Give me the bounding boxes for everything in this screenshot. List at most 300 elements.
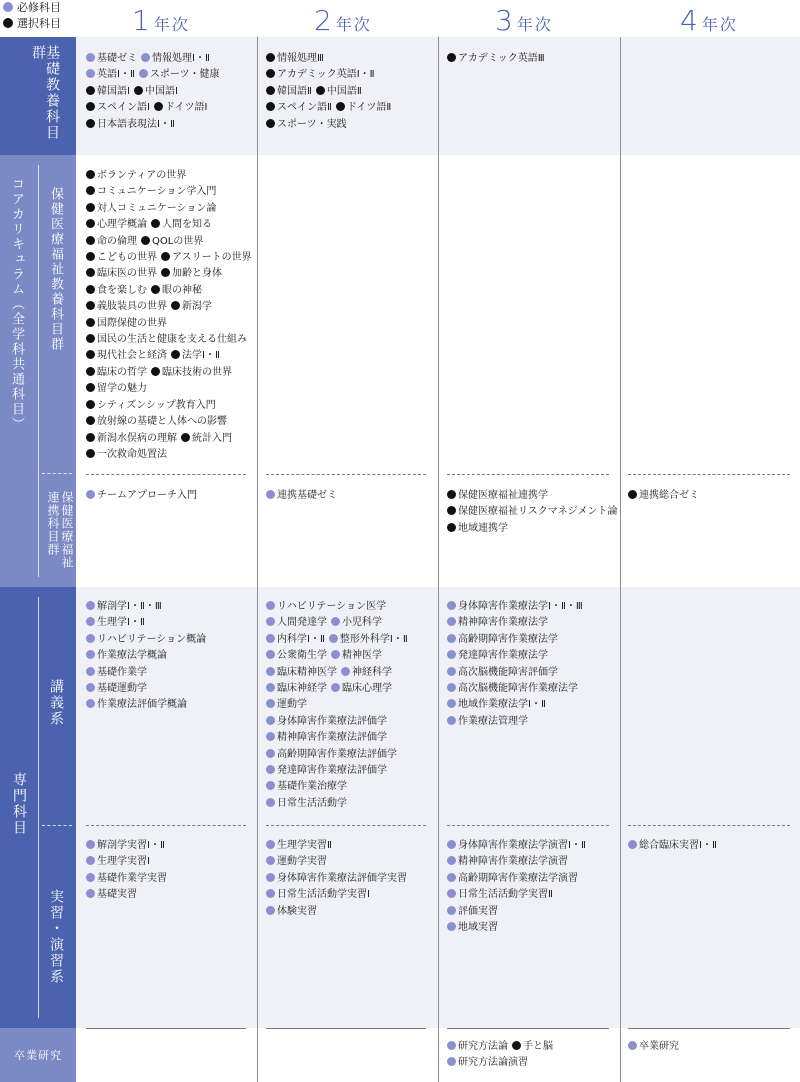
sotsugyo-label-cell [0,1028,76,1082]
course-name: 総合臨床実習Ⅰ・Ⅱ [639,840,717,851]
course-line [266,488,337,504]
required-dot-icon [266,617,275,626]
course-name: 臨床技術の世界 [162,366,232,378]
required-dot-icon [266,840,275,849]
elective-dot-icon [266,69,275,78]
col-line-1 [257,37,258,1082]
course-name: 対人コミュニケーション論 [97,202,217,214]
course-line [447,871,586,887]
elective-dot-icon [266,102,275,111]
course-line [628,838,717,854]
course-line [86,201,252,217]
divider-sotsugyo-1 [86,1028,246,1029]
course-line [266,648,408,664]
course-name: 基礎作業治療学 [277,781,347,793]
course-name: 運動学実習 [277,856,327,868]
elective-dot-icon [86,318,95,327]
hoken-kyoyo-label: 保健医療福祉教養科目群 [48,187,63,352]
course-name: 生理学Ⅰ・Ⅱ [97,617,145,629]
course-line [266,697,408,713]
course-line [266,681,408,697]
year-header-2: 2 年次 [314,4,372,37]
course-name: 基礎作業学実習 [97,872,167,884]
required-dot-icon [86,601,95,610]
course-name: 眼の神秘 [162,284,202,296]
course-name: 臨床心理学 [342,683,392,695]
elective-dot-icon [266,86,275,95]
course-line [266,887,407,903]
course-name: 精神障害作業療法学演習 [458,856,568,868]
elective-dot-icon [171,301,180,310]
required-dot-icon [447,1041,456,1050]
course-line [447,665,583,681]
required-dot-icon [266,889,275,898]
cell-jisshu-year1 [86,838,167,904]
course-name: 高次脳機能障害作業療法学 [458,683,578,695]
course-name: 臨床精神医学 [277,666,337,678]
cell-hoken-kyoyo-year1 [86,168,252,463]
required-dot-icon [86,889,95,898]
legend-required: 必修科目 [3,0,61,16]
required-dot-icon [86,667,95,676]
course-line [86,250,252,266]
course-name: 精神障害作業療法評価学 [277,732,387,744]
course-line [266,117,391,133]
required-dot-icon [266,716,275,725]
course-line [86,67,219,83]
course-name: アカデミック英語Ⅰ・Ⅱ [277,69,375,81]
year-header-3: 3 年次 [495,4,553,37]
course-name: 中国語Ⅱ [326,85,362,97]
course-name: 臨床医の世界 [97,268,157,280]
course-line [86,332,252,348]
course-line [86,414,252,430]
course-name: 臨床の哲学 [97,366,147,378]
elective-dot-icon [86,416,95,425]
course-line [447,920,586,936]
course-name: 地域連携学 [458,522,508,534]
course-name: 日常生活活動学実習Ⅱ [458,889,553,901]
required-dot-icon [447,716,456,725]
cell-hoken-renkei-year2 [266,488,337,504]
cell-sotsugyo-year3 [447,1039,553,1072]
required-dot-icon [447,634,456,643]
course-name: 作業療法学概論 [97,650,167,662]
course-line [86,632,206,648]
required-dot-icon [139,69,148,78]
elective-dot-icon [86,400,95,409]
elective-dot-icon [161,268,170,277]
course-line [447,854,586,870]
required-dot-icon [447,906,456,915]
elective-dot-icon [336,102,345,111]
course-line [86,184,252,200]
required-dot-icon [331,650,340,659]
course-line [86,488,197,504]
course-line [628,488,699,504]
course-name: 神経科学 [352,666,392,678]
course-name: 情報処理Ⅲ [277,53,324,64]
course-line [86,217,252,233]
required-dot-icon [628,840,637,849]
course-name: 内科学Ⅰ・Ⅱ [277,633,325,645]
divider-sotsugyo-4 [628,1028,790,1029]
course-name: 現代社会と経済 [97,350,167,362]
course-line [266,747,408,763]
senmon-label: 専門科目 [11,772,27,836]
course-name: 韓国語Ⅰ [97,85,130,97]
course-name: 地域作業療法学Ⅰ・Ⅱ [458,699,546,711]
course-line [86,681,206,697]
course-line [86,234,252,250]
required-dot-icon [447,601,456,610]
course-line [266,84,391,100]
course-line [86,447,252,463]
course-name: 整形外科学Ⅰ・Ⅱ [339,633,408,645]
course-name: 小児科学 [342,617,382,629]
elective-dot-icon [86,86,95,95]
course-name: 英語Ⅰ・Ⅱ [97,69,135,81]
required-dot-icon [628,1041,637,1050]
course-line [86,431,252,447]
course-name: 基礎ゼミ [97,53,137,64]
course-line [266,838,407,854]
elective-dot-icon [316,86,325,95]
course-name: 解剖学実習Ⅰ・Ⅱ [97,840,165,851]
course-name: コミュニケーション学入門 [97,186,217,198]
course-line [447,887,586,903]
course-name: 新潟学 [182,301,212,313]
cell-kogi-year3 [447,599,583,730]
course-name: スペイン語Ⅱ [277,102,332,114]
course-name: 日常生活活動学実習Ⅰ [277,889,370,901]
course-name: ドイツ語Ⅱ [346,102,392,114]
divider-jisshu-4 [628,825,790,826]
hoken-renkei-label: 保健医療福祉連携科目群 [46,491,74,569]
course-name: 高次脳機能障害評価学 [458,666,558,678]
course-name: 評価実習 [458,905,498,917]
required-dot-icon [266,634,275,643]
elective-dot-icon [154,102,163,111]
required-dot-icon [447,699,456,708]
divider-renkei-3 [447,474,609,475]
required-dot-icon [447,856,456,865]
course-line [86,316,252,332]
cell-kiso-year3 [447,51,545,67]
course-name: 高齢期障害作業療法学 [458,633,558,645]
course-line [266,615,408,631]
course-line [266,714,408,730]
divider-sotsugyo-3 [447,1028,609,1029]
required-dot-icon [331,683,340,692]
elective-dot-icon [161,252,170,261]
senmon-sub-divider [42,825,72,826]
required-dot-icon [86,617,95,626]
course-line [86,665,206,681]
core-sub-divider [42,473,72,474]
elective-dot-icon [447,506,456,515]
course-name: 情報処理Ⅰ・Ⅱ [152,53,210,64]
course-line [86,854,167,870]
course-name: スペイン語Ⅰ [97,102,150,114]
course-line [447,904,586,920]
divider-jisshu-3 [447,825,609,826]
year-header-1: 1 年次 [132,4,190,37]
course-name: 韓国語Ⅱ [277,85,312,97]
elective-dot-icon [86,252,95,261]
course-line [266,854,407,870]
course-name: 保健医療福祉連携学 [458,490,548,501]
cell-jisshu-year3 [447,838,586,936]
required-dot-icon [86,683,95,692]
course-name: 中国語Ⅰ [144,85,178,97]
required-dot-icon [86,840,95,849]
course-line [86,398,252,414]
elective-dot-icon [86,186,95,195]
elective-dot-icon [86,433,95,442]
course-line [86,871,167,887]
legend-elective: 選択科目 [3,16,61,32]
course-name: 身体障害作業療法学Ⅰ・Ⅱ・Ⅲ [458,601,583,612]
course-name: 生理学実習Ⅱ [277,840,332,851]
course-line [86,697,206,713]
course-name: 人間発達学 [277,617,327,629]
required-dot-icon [447,667,456,676]
course-line [447,488,618,504]
divider-renkei-1 [86,474,246,475]
course-name: アカデミック英語Ⅲ [458,53,545,64]
elective-dot-icon [86,102,95,111]
course-line [266,730,408,746]
course-line [86,599,206,615]
course-line [447,521,618,537]
course-name: 統計入門 [192,432,232,444]
course-name: 運動学 [277,699,307,711]
required-dot-icon [266,490,275,499]
cell-kogi-year1 [86,599,206,714]
course-name: 研究方法論 [458,1041,508,1052]
course-line [86,365,252,381]
course-line [447,681,583,697]
required-dot-icon [266,798,275,807]
required-dot-icon [447,617,456,626]
course-name: 体験実習 [277,905,317,917]
kogi-label: 講義系 [48,679,64,727]
course-name: 手と脳 [523,1041,553,1052]
core-label-cell [0,155,76,587]
course-line [266,599,408,615]
course-line [447,51,545,67]
course-name: 臨床神経学 [277,683,327,695]
course-name: 公衆衛生学 [277,650,327,662]
elective-dot-icon [86,236,95,245]
course-name: 国民の生活と健康を支える仕組み [97,334,247,346]
course-line [86,381,252,397]
course-name: 連携基礎ゼミ [277,490,337,501]
course-line [86,648,206,664]
course-name: ドイツ語Ⅰ [164,102,208,114]
elective-dot-icon [86,301,95,310]
course-line [266,904,407,920]
required-dot-icon [86,634,95,643]
course-line [86,348,252,364]
kiso-label-cell [0,37,76,155]
required-dot-icon [266,667,275,676]
elective-dot-icon [86,449,95,458]
divider-jisshu-1 [86,825,246,826]
course-line [86,100,219,116]
course-line [266,100,391,116]
course-name: 一次救命処置法 [97,448,167,460]
cell-kiso-year2 [266,51,391,133]
course-name: ボランティアの世界 [97,170,187,181]
elective-dot-icon [512,1041,521,1050]
required-dot-icon [86,53,95,62]
course-name: 日常生活活動学 [277,797,347,809]
required-dot-icon [266,781,275,790]
course-line [266,779,408,795]
course-name: 日本語表現法Ⅰ・Ⅱ [97,118,175,130]
course-line [447,615,583,631]
course-name: 解剖学Ⅰ・Ⅱ・Ⅲ [97,601,162,612]
course-line [447,1039,553,1055]
course-line [86,887,167,903]
required-dot-icon [86,69,95,78]
required-dot-icon [266,906,275,915]
course-line [447,838,586,854]
course-name: 新潟水俣病の理解 [97,432,177,444]
course-name: 身体障害作業療法評価学 [277,715,387,727]
course-line [266,51,391,67]
course-name: 法学Ⅰ・Ⅱ [182,350,220,362]
elective-dot-icon [628,490,637,499]
required-dot-icon [266,601,275,610]
required-dot-icon [447,683,456,692]
course-name: チームアプローチ入門 [97,490,197,501]
course-name: 心理学概論 [97,219,147,231]
course-name: スポーツ・実践 [277,118,347,130]
elective-dot-icon [86,219,95,228]
divider-renkei-4 [628,474,790,475]
course-line [266,632,408,648]
required-dot-icon [266,699,275,708]
senmon-label-cell [0,587,76,1028]
course-name: 精神医学 [342,650,382,662]
elective-dot-icon [151,367,160,376]
course-name: 放射線の基礎と人体への影響 [97,416,227,428]
cell-kogi-year2 [266,599,408,812]
elective-dot-icon [447,490,456,499]
divider-renkei-2 [266,474,426,475]
elective-dot-icon [171,350,180,359]
course-line [86,283,252,299]
elective-dot-icon [86,334,95,343]
required-dot-icon [447,873,456,882]
elective-dot-icon [86,350,95,359]
required-dot-icon [447,922,456,931]
legend [3,0,61,32]
elective-dot-icon [3,18,13,28]
required-dot-icon [86,699,95,708]
course-name: 高齢期障害作業療法学演習 [458,872,578,884]
required-dot-icon [266,873,275,882]
elective-dot-icon [86,119,95,128]
course-name: 食を楽しむ [97,284,147,296]
required-dot-icon [447,840,456,849]
course-line [86,838,167,854]
course-name: 高齢期障害作業療法評価学 [277,748,397,760]
cell-jisshu-year2 [266,838,407,920]
course-name: リハビリテーション概論 [97,633,207,645]
course-name: 地域実習 [458,922,498,934]
required-dot-icon [331,617,340,626]
course-line [628,1039,679,1055]
kiso-label: 基礎教養科目群 [30,45,60,141]
cell-jisshu-year4 [628,838,717,854]
course-name: 人間を知る [162,219,212,231]
course-name: 精神障害作業療法学 [458,617,548,629]
course-name: 研究方法論演習 [458,1057,528,1069]
elective-dot-icon [141,236,150,245]
required-dot-icon [266,765,275,774]
required-dot-icon [266,856,275,865]
elective-dot-icon [86,170,95,179]
course-line [86,117,219,133]
elective-dot-icon [151,285,160,294]
cell-hoken-renkei-year4 [628,488,699,504]
course-name: 留学の魅力 [97,383,147,395]
required-dot-icon [86,873,95,882]
sotsugyo-label: 卒業研究 [14,1049,62,1062]
cell-sotsugyo-year4 [628,1039,679,1055]
course-line [447,1055,553,1071]
course-name: 身体障害作業療法学演習Ⅰ・Ⅱ [458,840,586,851]
course-name: 加齢と身体 [172,268,222,280]
cell-kiso-year1 [86,51,219,133]
required-dot-icon [266,732,275,741]
course-name: 連携総合ゼミ [639,490,699,501]
course-line [266,763,408,779]
course-name: 基礎作業学 [97,666,147,678]
course-name: シティズンシップ教育入門 [97,399,216,411]
course-line [447,599,583,615]
required-dot-icon [86,650,95,659]
required-dot-icon [447,650,456,659]
course-line [447,714,583,730]
elective-dot-icon [151,219,160,228]
course-name: スポーツ・健康 [149,69,220,81]
course-name: 作業療法管理学 [458,715,528,727]
course-line [266,665,408,681]
course-name: アスリートの世界 [172,252,252,264]
divider-jisshu-2 [266,825,426,826]
required-dot-icon [141,53,150,62]
course-name: 保健医療福祉リスクマネジメント論 [458,506,618,518]
course-line [266,67,391,83]
required-dot-icon [447,889,456,898]
course-name: 義肢装具の世界 [97,301,167,313]
course-name: 基礎実習 [97,889,137,901]
elective-dot-icon [447,53,456,62]
course-line [86,84,219,100]
course-name: 基礎運動学 [97,683,147,695]
course-name: 国際保健の世界 [97,317,167,329]
course-name: 卒業研究 [639,1041,679,1052]
course-name: 作業療法評価学概論 [97,699,187,711]
course-line [447,632,583,648]
required-dot-icon [3,2,13,12]
core-label: コアカリキュラム（全学科共通科目） [9,177,24,432]
